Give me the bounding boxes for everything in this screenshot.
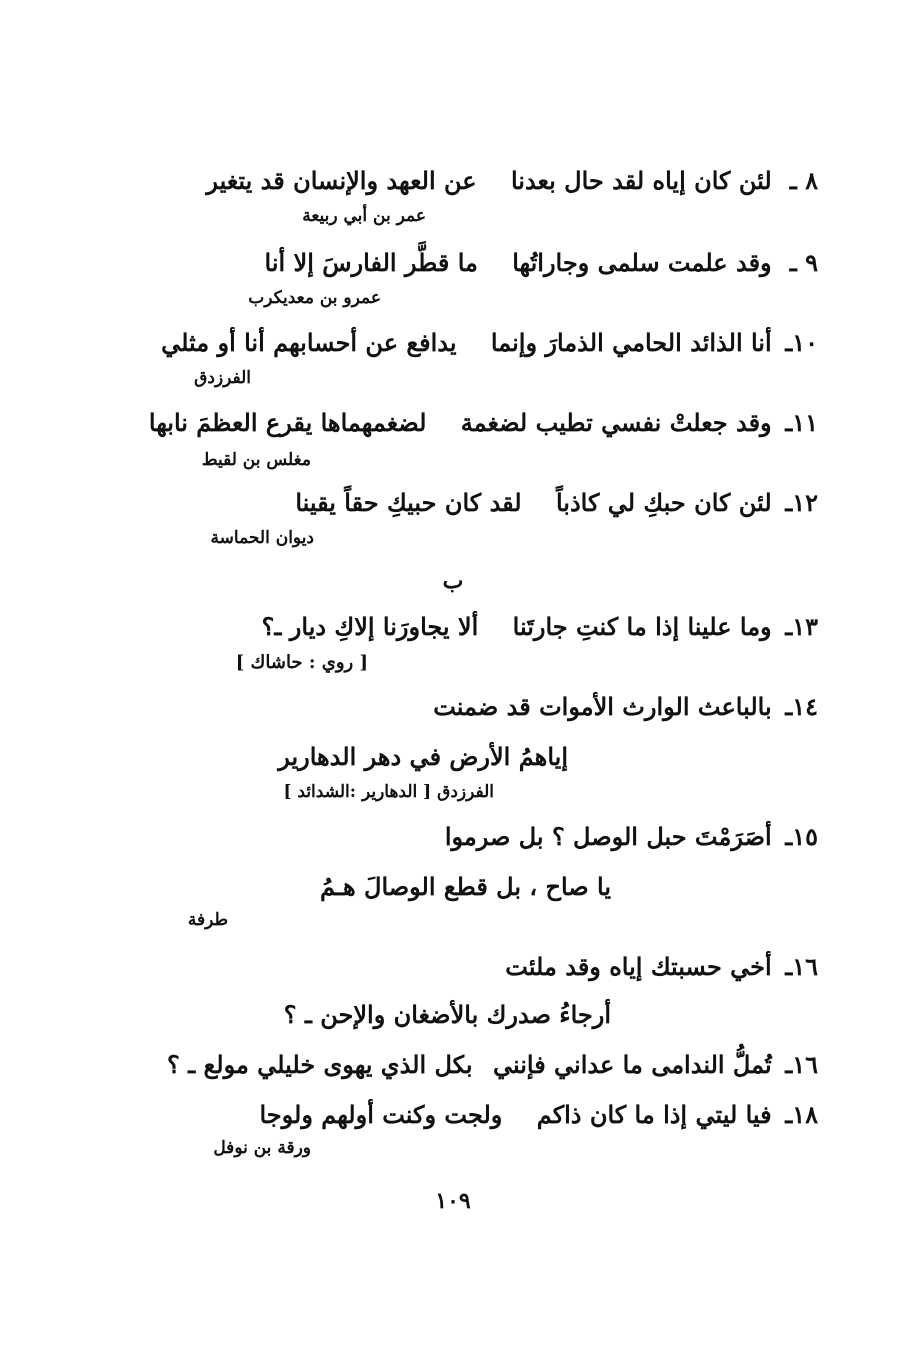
verse-number: ١٢ـ	[785, 488, 818, 517]
verse-hemistich-2: ألا يجاورَنا إلاكِ ديار ـ؟	[261, 612, 479, 641]
verse-hemistich-2: لقد كان حبيكِ حقاً يقينا	[295, 488, 522, 517]
verse-14-line-1	[170, 692, 818, 721]
poet-attribution: ورقة بن نوفل	[213, 1138, 311, 1158]
page-number: ١٠٩	[435, 1188, 471, 1214]
verse-hemistich-2: أرجاءُ صدرك بالأضغان والإحن ـ ؟	[283, 1000, 611, 1029]
verse-number: ١٠ـ	[785, 328, 818, 357]
verse-hemistich-2: لضغمهماها يقرع العظمَ نابها	[148, 408, 427, 437]
verse-16b	[167, 1050, 818, 1079]
verse-number: ٨ ـ	[789, 166, 818, 195]
verse-hemistich-2: إياهمُ الأرض في دهر الدهارير	[278, 742, 568, 771]
poet-attribution: مغلس بن لقيط	[201, 450, 311, 470]
poet-attribution: طرفة	[187, 910, 228, 930]
verse-hemistich-1: وقد جعلتْ نفسي تطيب لضغمة	[460, 408, 772, 437]
verse-18	[170, 1100, 818, 1129]
verse-13	[170, 612, 818, 641]
verse-hemistich-2: يا صاح ، بل قطع الوصالَ هـمُ	[319, 872, 611, 901]
verse-8	[170, 166, 818, 195]
poet-attribution: الفرزدق	[194, 368, 251, 388]
verse-hemistich-1: بالباعث الوارث الأموات قد ضمنت	[433, 692, 772, 721]
section-letter: ب	[442, 568, 464, 594]
poet-attribution: عمرو بن معديكرب	[248, 288, 381, 308]
poet-attribution: ديوان الحماسة	[210, 528, 314, 548]
poet-attribution: عمر بن أبي ربيعة	[302, 206, 426, 226]
verse-note: الفرزدق [ الدهارير :الشدائد ]	[283, 782, 494, 802]
verse-number: ١٤ـ	[785, 692, 818, 721]
verse-hemistich-2: ولجت وكنت أولهم ولوجا	[259, 1100, 503, 1129]
verse-hemistich-1: أنا الذائد الحامي الذمارَ وإنما	[490, 328, 772, 357]
verse-hemistich-2: ما قطَّر الفارسَ إلا أنا	[264, 248, 478, 277]
verse-hemistich-1: لئن كان إياه لقد حال بعدنا	[510, 166, 772, 195]
verse-hemistich-1: لئن كان حبكِ لي كاذباً	[555, 488, 772, 517]
verse-10	[161, 328, 818, 357]
verse-hemistich-1: تُملُّ الندامى ما عداني فإنني	[492, 1050, 772, 1079]
verse-hemistich-1: وما علينا إذا ما كنتِ جارتَنا	[512, 612, 772, 641]
verse-hemistich-2: يدافع عن أحسابهم أنا أو مثلي	[161, 328, 457, 357]
verse-hemistich-1: أصَرَمْتَ حبل الوصل ؟ بل صرموا	[444, 822, 772, 851]
verse-15-line-2	[170, 872, 611, 901]
verse-14-line-2	[170, 742, 568, 771]
variant-note: [ روي : حاشاك ]	[235, 652, 368, 673]
verse-number: ١١ـ	[785, 408, 818, 437]
verse-number: ٩ ـ	[789, 248, 818, 277]
verse-9	[170, 248, 818, 277]
verse-number: ١٥ـ	[785, 822, 818, 851]
verse-number: ١٦ـ	[785, 952, 818, 981]
verse-12	[170, 488, 818, 517]
verse-hemistich-2: عن العهد والإنسان قد يتغير	[206, 166, 477, 195]
verse-hemistich-1: أخي حسبتك إياه وقد ملئت	[505, 952, 772, 981]
verse-number: ١٣ـ	[785, 612, 818, 641]
verse-16-line-2	[170, 1000, 611, 1029]
verse-hemistich-1: فيا ليتي إذا ما كان ذاكم	[536, 1100, 772, 1129]
verse-number: ١٨ـ	[785, 1100, 818, 1129]
verse-hemistich-2: بكل الذي يهوى خليلي مولع ـ ؟	[167, 1050, 473, 1079]
verse-number: ١٦ـ	[785, 1050, 818, 1079]
verse-15-line-1	[170, 822, 818, 851]
verse-hemistich-1: وقد علمت سلمى وجاراتُها	[512, 248, 772, 277]
verse-11	[148, 408, 818, 437]
verse-16-line-1	[170, 952, 818, 981]
